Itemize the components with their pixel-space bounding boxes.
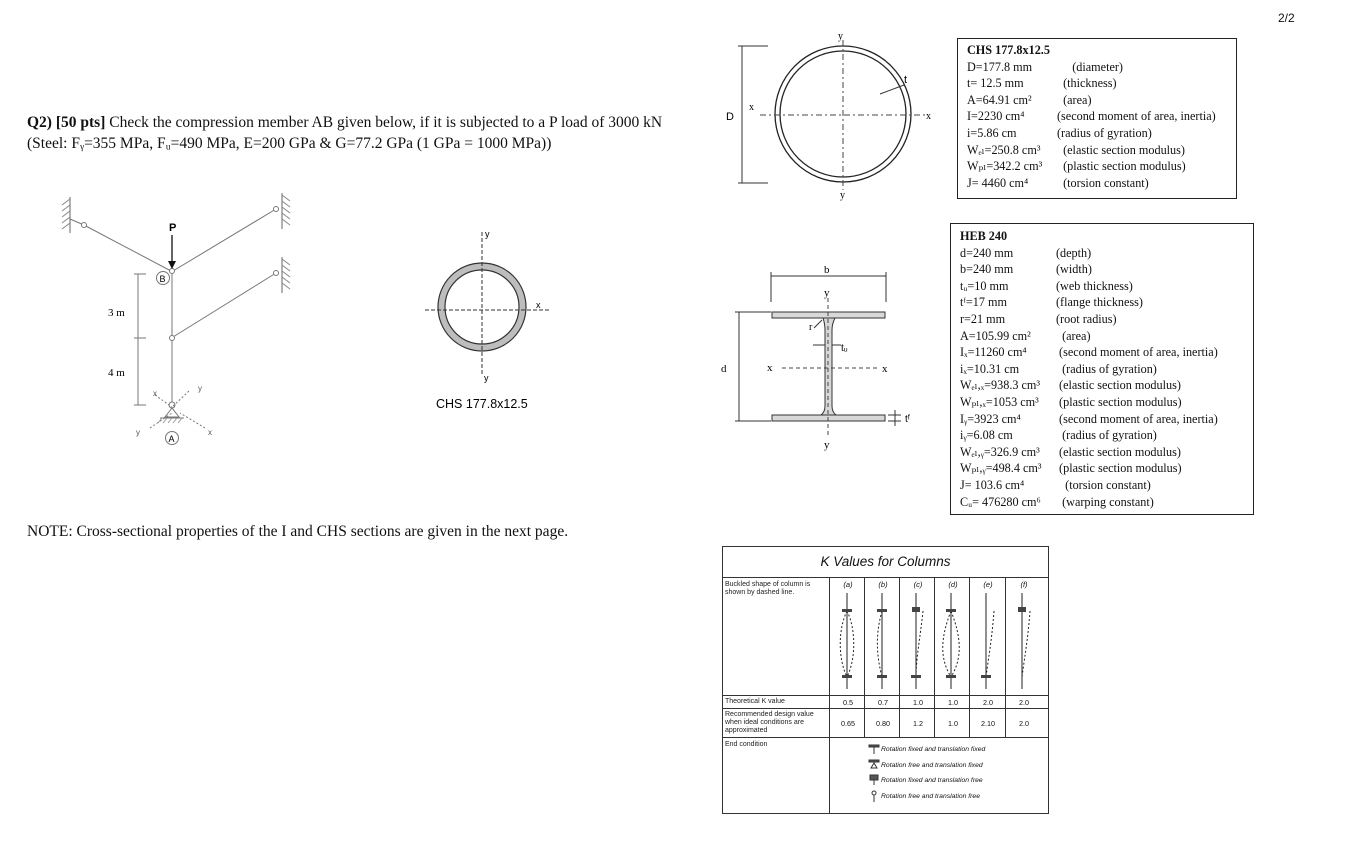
node-a-label: A [168, 434, 175, 444]
chs-axis-x-right: x [926, 111, 931, 122]
chs-d-label: D [726, 111, 734, 123]
end-condition-legend-item: Rotation free and translation fixed [881, 761, 983, 769]
heb-property-row [960, 477, 1253, 494]
page-number: 2/2 [1278, 11, 1295, 25]
question-statement: Check the compression member AB given below, if it is subjected to a P load of 3000 kN [105, 114, 663, 131]
chs-property-value: Wₑₗ=250.8 cm³ [967, 142, 1041, 157]
k-table-title-text: K Values for Columns [820, 554, 951, 569]
theoretical-k-value: 2.0 [983, 698, 993, 707]
heb-property-value: Iₓ=11260 cm⁴ [960, 345, 1027, 360]
heb-property-value: iₓ=10.31 cm [960, 361, 1020, 376]
chs-property-row [967, 92, 1236, 109]
end-condition-legend-item: Rotation free and translation free [881, 792, 980, 800]
heb-property-description: (web thickness) [1056, 278, 1133, 293]
chs-property-row [967, 175, 1236, 192]
heb-axis-y-top: y [824, 287, 830, 299]
heb-property-value: Cᵤ= 476280 cm⁶ [960, 494, 1041, 509]
recommended-k-value: 1.2 [913, 719, 923, 728]
heb-property-description: (plastic section modulus) [1056, 461, 1182, 476]
k-column-header: (d) [948, 580, 958, 589]
note-text: NOTE: Cross-sectional properties of the I and CHS sections are given in the next page. [27, 523, 569, 540]
heb-axis-x-left: x [767, 362, 773, 374]
heb-property-description: (flange thickness) [1056, 295, 1143, 310]
k-column-header: (c) [913, 580, 923, 589]
chs-property-row [967, 142, 1236, 159]
axis-x-lower: x [208, 428, 212, 437]
heb-property-description: (elastic section modulus) [1056, 378, 1181, 393]
recommended-label: Recommended design value when ideal conditions are approximated [725, 711, 814, 734]
heb-property-value: iᵧ=6.08 cm [960, 428, 1013, 443]
heb-property-row [960, 245, 1253, 262]
chs-dimension-drawing [720, 28, 950, 203]
heb-property-value: tᵤ=10 mm [960, 278, 1009, 293]
k-column-header: (e) [983, 580, 993, 589]
node-b-label: B [159, 274, 166, 284]
chs-axis-y-top: y [838, 31, 843, 42]
heb-section-drawing [715, 258, 945, 458]
chs-property-description: (plastic section modulus) [1057, 159, 1186, 174]
k-column-header: (f) [1020, 580, 1028, 589]
heb-property-description: (elastic section modulus) [1056, 444, 1181, 459]
chs-property-row [967, 108, 1236, 125]
chs-small-axis-x: x [536, 300, 541, 310]
heb-property-description: (warping constant) [1056, 494, 1154, 509]
question-line-1 [27, 112, 687, 133]
heb-property-row [960, 311, 1253, 328]
heb-r-label: r [809, 322, 813, 333]
load-label: P [169, 222, 177, 234]
buckled-note: Buckled shape of column is shown by dashed line. [725, 581, 811, 596]
chs-property-description: (torsion constant) [1057, 175, 1149, 190]
heb-property-value: Wₚₗ,ₓ=1053 cm³ [960, 394, 1039, 409]
chs-property-value: J= 4460 cm⁴ [967, 175, 1029, 190]
heb-property-row [960, 460, 1253, 477]
heb-property-description: (torsion constant) [1056, 477, 1151, 492]
heb-axis-x-right: x [882, 363, 888, 375]
chs-property-description: (area) [1057, 92, 1092, 107]
chs-axis-y-bottom: y [840, 190, 845, 201]
heb-property-description: (radius of gyration) [1056, 428, 1157, 443]
heb-property-row [960, 344, 1253, 361]
heb-property-description: (radius of gyration) [1056, 361, 1157, 376]
question-line-2: (Steel: Fᵧ=355 MPa, Fᵤ=490 MPa, E=200 GPa & G=77.2 GPa (1 GPa = 1000 MPa)) [27, 135, 552, 152]
heb-property-row [960, 427, 1253, 444]
chs-small-label: CHS 177.8x12.5 [436, 397, 528, 411]
heb-property-value: J= 103.6 cm⁴ [960, 477, 1025, 492]
axis-y-upper: y [198, 384, 202, 393]
chs-property-value: D=177.8 mm [967, 59, 1033, 74]
heb-property-value: Wₑₗ,ᵧ=326.9 cm³ [960, 444, 1040, 459]
chs-property-description: (diameter) [1057, 59, 1123, 74]
chs-properties-title: CHS 177.8x12.5 [967, 43, 1050, 57]
heb-property-row [960, 377, 1253, 394]
chs-property-row [967, 75, 1236, 92]
heb-property-row [960, 328, 1253, 345]
theoretical-k-value: 2.0 [1019, 698, 1029, 707]
end-condition-legend-item: Rotation fixed and translation fixed [881, 746, 986, 753]
theoretical-k-value: 1.0 [913, 698, 923, 707]
chs-property-value: A=64.91 cm² [967, 92, 1032, 107]
chs-property-description: (second moment of area, inertia) [1057, 109, 1216, 124]
dimension-upper: 3 m [108, 307, 125, 319]
column-buckling-sketches [830, 589, 1048, 695]
heb-property-row [960, 278, 1253, 295]
heb-tw-label: tᵤ [841, 343, 848, 354]
k-column-header: (b) [878, 580, 888, 589]
theoretical-k-value: 0.5 [843, 698, 853, 707]
chs-properties-box [957, 38, 1237, 199]
heb-property-description: (plastic section modulus) [1056, 394, 1182, 409]
heb-property-description: (second moment of area, inertia) [1056, 345, 1218, 360]
heb-b-label: b [824, 264, 830, 276]
chs-property-value: Wₚₗ=342.2 cm³ [967, 159, 1043, 174]
theoretical-k-value: 0.7 [878, 698, 888, 707]
heb-property-row [960, 261, 1253, 278]
heb-property-value: Wₑₗ,ₓ=938.3 cm³ [960, 378, 1041, 393]
chs-property-value: i=5.86 cm [967, 125, 1017, 140]
chs-property-description: (radius of gyration) [1057, 125, 1152, 140]
axis-y-lower: y [136, 428, 140, 437]
heb-properties-list [960, 245, 1253, 511]
theoretical-label: Theoretical K value [725, 698, 785, 705]
chs-property-value: I=2230 cm⁴ [967, 109, 1025, 124]
recommended-k-value: 2.10 [981, 719, 995, 728]
chs-small-axis-y-bottom: y [484, 373, 489, 383]
heb-property-value: b=240 mm [960, 262, 1014, 277]
k-values-table [722, 546, 1049, 814]
heb-properties-title: HEB 240 [960, 229, 1008, 243]
heb-property-value: Iᵧ=3923 cm⁴ [960, 411, 1021, 426]
recommended-k-value: 1.0 [948, 719, 958, 728]
heb-property-row [960, 444, 1253, 461]
k-column-header: (a) [843, 580, 853, 589]
chs-properties-list [967, 59, 1236, 192]
heb-tf-label: tᶠ [905, 414, 911, 425]
question-heading: Q2) [50 pts] [27, 114, 106, 131]
heb-property-value: A=105.99 cm² [960, 328, 1031, 343]
chs-property-row [967, 125, 1236, 142]
question-text [27, 112, 687, 154]
chs-section-small [420, 220, 560, 420]
recommended-k-value: 0.65 [841, 719, 855, 728]
heb-property-description: (depth) [1056, 245, 1092, 260]
chs-t-label: t [904, 74, 908, 86]
dimension-lower: 4 m [108, 367, 125, 379]
end-condition-symbols [868, 743, 880, 805]
heb-property-description: (area) [1056, 328, 1091, 343]
theoretical-k-value: 1.0 [948, 698, 958, 707]
heb-property-value: r=21 mm [960, 311, 1006, 326]
heb-property-row [960, 394, 1253, 411]
chs-property-row [967, 158, 1236, 175]
chs-small-axis-y-top: y [485, 229, 490, 239]
end-condition-label: End condition [725, 741, 768, 748]
heb-property-row [960, 494, 1253, 511]
heb-property-row [960, 411, 1253, 428]
axis-x-upper: x [153, 389, 157, 398]
chs-axis-x-left: x [749, 102, 754, 113]
heb-property-row [960, 361, 1253, 378]
chs-property-description: (thickness) [1057, 76, 1117, 91]
recommended-k-value: 0.80 [876, 719, 890, 728]
heb-property-value: tᶠ=17 mm [960, 295, 1007, 310]
end-condition-legend-item: Rotation fixed and translation free [881, 777, 983, 784]
heb-d-label: d [721, 363, 727, 375]
heb-axis-y-bottom: y [824, 439, 830, 451]
heb-property-value: d=240 mm [960, 245, 1014, 260]
chs-property-description: (elastic section modulus) [1057, 142, 1185, 157]
heb-property-description: (root radius) [1056, 311, 1117, 326]
chs-property-row [967, 59, 1236, 76]
heb-properties-box [950, 223, 1254, 515]
recommended-k-value: 2.0 [1019, 719, 1029, 728]
heb-property-description: (second moment of area, inertia) [1056, 411, 1218, 426]
heb-property-value: Wₚₗ,ᵧ=498.4 cm³ [960, 461, 1042, 476]
k-table-title [723, 554, 1048, 569]
chs-property-value: t= 12.5 mm [967, 76, 1024, 91]
structure-diagram [50, 185, 310, 455]
heb-property-row [960, 294, 1253, 311]
heb-property-description: (width) [1056, 262, 1092, 277]
